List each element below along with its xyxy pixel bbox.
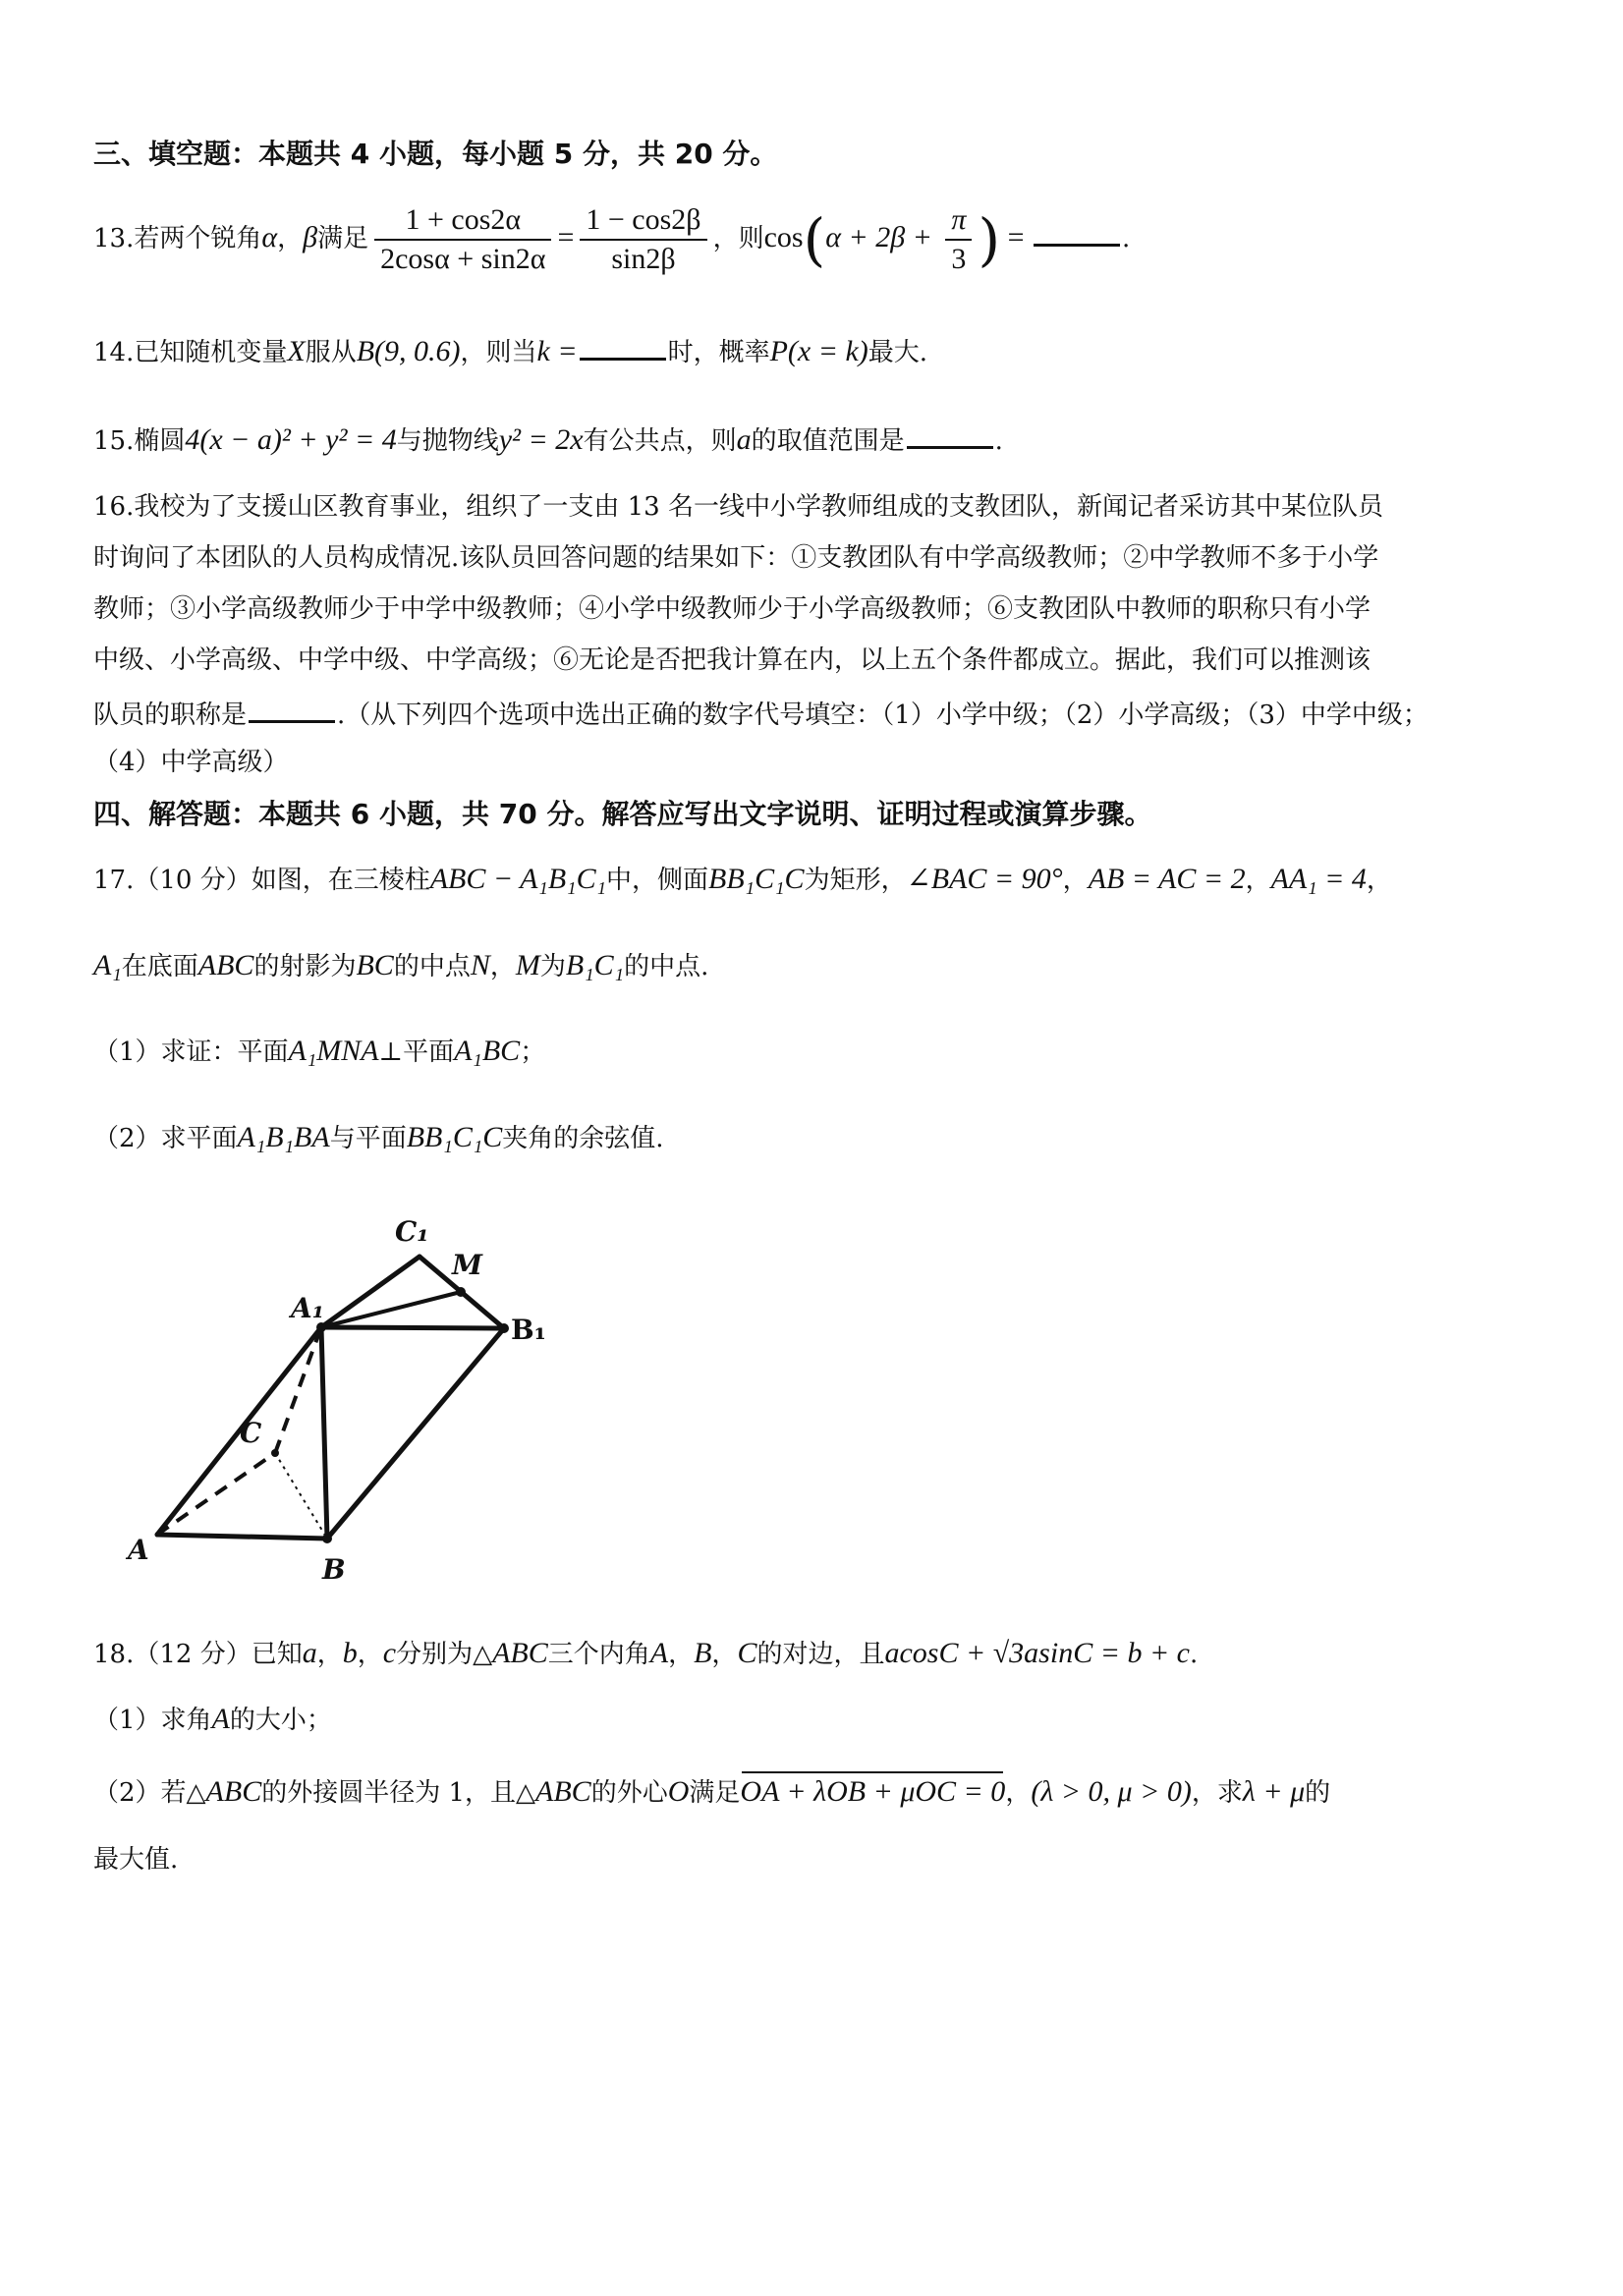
question-16-line-5: 队员的职称是 .（从下列四个选项中选出正确的数字代号填空：（1）小学中级；（2）小学高级；（3）中学中级； xyxy=(93,695,1528,732)
edge-c-a1 xyxy=(275,1327,321,1453)
answer-blank-13[interactable] xyxy=(1034,218,1120,247)
question-18-line-1: 18.（12 分）已知a，b，c分别为△ABC三个内角A，B，C的对边，且acosC + √3asinC = b + c. xyxy=(93,1637,1199,1669)
question-17-line-1: 17.（10 分）如图，在三棱柱ABC − A₁B₁C₁中，侧面BB₁C₁C为矩形，∠BAC = 90°，AB = AC = 2，AA₁ = 4， xyxy=(93,863,1392,895)
edge-c-b xyxy=(275,1453,327,1539)
edge-b-b1 xyxy=(327,1328,504,1539)
edge-a1-b xyxy=(321,1327,327,1539)
label-b: B xyxy=(322,1553,346,1586)
pi-over-3: $\frac{\pi}{3}$ xyxy=(945,203,972,276)
label-a1: A₁ xyxy=(291,1292,324,1324)
section-3-heading: 三、填空题：本题共 4 小题，每小题 5 分，共 20 分。 xyxy=(93,138,778,170)
section-4-heading: 四、解答题：本题共 6 小题，共 70 分。解答应写出文字说明、证明过程或演算步骤。 xyxy=(93,798,1152,830)
edge-a1-b1 xyxy=(321,1327,504,1328)
question-16-line-3: 教师；③小学高级教师少于中学中级教师；④小学中级教师少于小学高级教师；⑥支教团队中教师的职称只有小学 xyxy=(93,594,1371,624)
question-16-line-6: （4）中学高级） xyxy=(93,748,289,777)
fraction-left: $\frac{1 + \cos 2\alpha}{2\cos\alpha + \sin 2\alpha}$ xyxy=(374,203,551,276)
answer-blank-15[interactable] xyxy=(907,420,993,449)
question-16-line-2: 时询问了本团队的人员构成情况.该队员回答问题的结果如下：①支教团队有中学高级教师；②中学教师不多于小学 xyxy=(93,543,1379,573)
label-m: M xyxy=(452,1249,482,1281)
question-17-line-2: A₁在底面ABC的射影为BC的中点N，M为B₁C₁的中点. xyxy=(93,949,709,981)
prism-figure xyxy=(108,1204,599,1596)
edge-a-c xyxy=(157,1453,275,1535)
question-18-last-line: 最大值. xyxy=(93,1845,179,1875)
question-15: 15.椭圆4(x − a)² + y² = 4与抛物线y² = 2x有公共点，则a的取值范围是 . xyxy=(93,420,1528,458)
question-17-part-1: （1）求证：平面A₁MNA⊥平面A₁BC； xyxy=(93,1035,546,1067)
question-13: 13.若两个锐角α，β满足 $\frac{1 + \cos 2\alpha}{2\cos\alpha + \sin 2\alpha}$ = $\frac{1 - \cos 2\beta}{\sin 2\beta}$ ，则cos(α + 2β + $\frac{\pi}{3}$ ) = . xyxy=(93,203,1131,275)
answer-blank-16[interactable] xyxy=(249,695,335,723)
label-c: C xyxy=(240,1417,262,1449)
question-17-part-2: （2）求平面A₁B₁BA与平面BB₁C₁C夹角的余弦值. xyxy=(93,1121,664,1153)
question-16-line-4: 中级、小学高级、中学中级、中学高级；⑥无论是否把我计算在内，以上五个条件都成立。据此，我们可以推测该 xyxy=(93,645,1371,675)
question-16-line-1: 16.我校为了支援山区教育事业，组织了一支由 13 名一线中小学教师组成的支教团队，新闻记者采访其中某位队员 xyxy=(93,492,1383,522)
fraction-right: $\frac{1 - \cos 2\beta}{\sin 2\beta}$ xyxy=(580,203,706,276)
answer-blank-14[interactable] xyxy=(580,332,666,361)
label-a: A xyxy=(128,1534,149,1566)
question-14: 14.已知随机变量X服从B(9, 0.6)，则当k = 时，概率P(x = k)最大. xyxy=(93,332,1528,369)
question-18-part-1: （1）求角A的大小； xyxy=(93,1703,332,1735)
question-18-part-2: （2）若△ABC的外接圆半径为 1，且△ABC的外心O满足OA + λOB + μOC = 0，(λ > 0, μ > 0)，求λ + μ的 xyxy=(93,1775,1331,1808)
label-b1: B₁ xyxy=(511,1314,546,1346)
label-c1: C₁ xyxy=(395,1215,429,1248)
edge-a-b xyxy=(157,1535,327,1539)
